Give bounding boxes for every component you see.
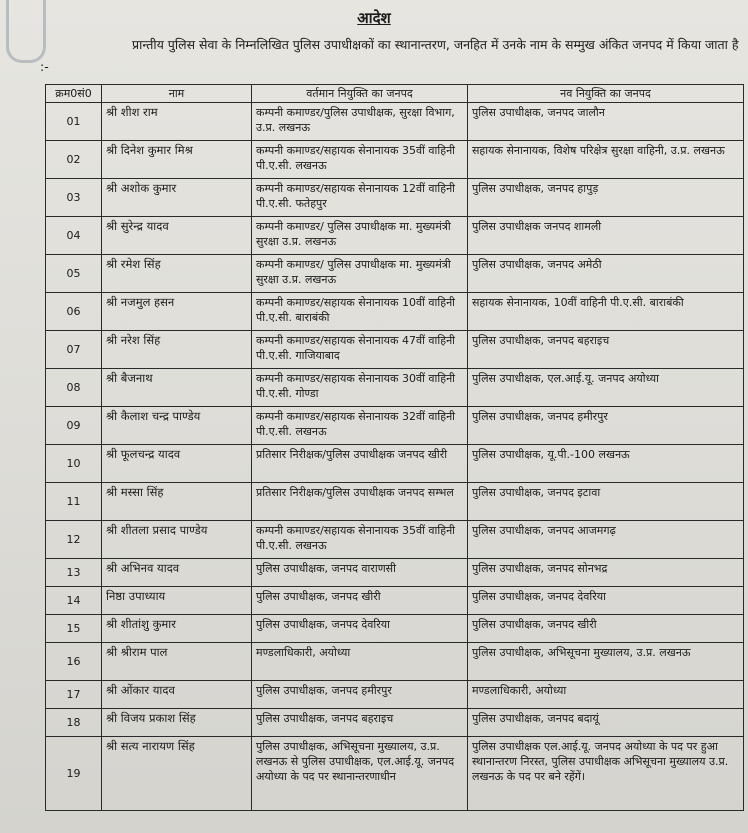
- cell-name: श्री सुरेन्द्र यादव: [102, 217, 252, 255]
- table-header-row: [46, 85, 744, 103]
- table-row: [46, 445, 744, 483]
- cell-new-posting: पुलिस उपाधीक्षक, अभिसूचना मुख्यालय, उ.प्र. लखनऊ: [468, 643, 744, 681]
- cell-name: श्री मस्सा सिंह: [102, 483, 252, 521]
- cell-new-posting: पुलिस उपाधीक्षक, एल.आई.यू. जनपद अयोध्या: [468, 369, 744, 407]
- cell-sno: 13: [46, 559, 102, 587]
- cell-name: श्री कैलाश चन्द्र पाण्डेय: [102, 407, 252, 445]
- cell-sno: 17: [46, 681, 102, 709]
- table-row: [46, 643, 744, 681]
- transfer-table: [45, 84, 744, 811]
- cell-name: श्री विजय प्रकाश सिंह: [102, 709, 252, 737]
- cell-sno: 11: [46, 483, 102, 521]
- table-row: [46, 103, 744, 141]
- cell-current-posting: कम्पनी कमाण्डर/सहायक सेनानायक 47वीं वाहिनी पी.ए.सी. गाजियाबाद: [252, 331, 468, 369]
- table-row: [46, 331, 744, 369]
- table-row: [46, 483, 744, 521]
- cell-new-posting: पुलिस उपाधीक्षक, जनपद बदायूं: [468, 709, 744, 737]
- table-row: [46, 407, 744, 445]
- cell-sno: 18: [46, 709, 102, 737]
- cell-current-posting: कम्पनी कमाण्डर/ पुलिस उपाधीक्षक मा. मुख्यमंत्री सुरक्षा उ.प्र. लखनऊ: [252, 255, 468, 293]
- cell-sno: 01: [46, 103, 102, 141]
- table-row: [46, 681, 744, 709]
- table-row: [46, 179, 744, 217]
- cell-new-posting: पुलिस उपाधीक्षक, जनपद जालौन: [468, 103, 744, 141]
- cell-new-posting: पुलिस उपाधीक्षक, जनपद देवरिया: [468, 587, 744, 615]
- cell-current-posting: प्रतिसार निरीक्षक/पुलिस उपाधीक्षक जनपद सम्भल: [252, 483, 468, 521]
- cell-new-posting: पुलिस उपाधीक्षक, जनपद सोनभद्र: [468, 559, 744, 587]
- column-header-current-posting: वर्तमान नियुक्ति का जनपद: [252, 85, 468, 103]
- cell-current-posting: कम्पनी कमाण्डर/सहायक सेनानायक 35वीं वाहिनी पी.ए.सी. लखनऊ: [252, 141, 468, 179]
- table-row: [46, 587, 744, 615]
- cell-new-posting: पुलिस उपाधीक्षक जनपद शामली: [468, 217, 744, 255]
- cell-sno: 03: [46, 179, 102, 217]
- column-header-sno: क्रम0सं0: [46, 85, 102, 103]
- table-row: [46, 293, 744, 331]
- cell-current-posting: पुलिस उपाधीक्षक, जनपद खीरी: [252, 587, 468, 615]
- cell-current-posting: पुलिस उपाधीक्षक, जनपद बहराइच: [252, 709, 468, 737]
- column-header-new-posting: नव नियुक्ति का जनपद: [468, 85, 744, 103]
- cell-current-posting: कम्पनी कमाण्डर/ पुलिस उपाधीक्षक मा. मुख्यमंत्री सुरक्षा उ.प्र. लखनऊ: [252, 217, 468, 255]
- cell-sno: 04: [46, 217, 102, 255]
- cell-name: श्री शीश राम: [102, 103, 252, 141]
- table-row: [46, 521, 744, 559]
- cell-sno: 12: [46, 521, 102, 559]
- cell-name: श्री अशोक कुमार: [102, 179, 252, 217]
- cell-current-posting: पुलिस उपाधीक्षक, अभिसूचना मुख्यालय, उ.प्र. लखनऊ से पुलिस उपाधीक्षक, एल.आई.यू. जनपद अयोध्या के पद पर स्थानान्तरणाधीन: [252, 737, 468, 811]
- cell-new-posting: सहायक सेनानायक, विशेष परिक्षेत्र सुरक्षा वाहिनी, उ.प्र. लखनऊ: [468, 141, 744, 179]
- table-row: [46, 141, 744, 179]
- cell-current-posting: पुलिस उपाधीक्षक, जनपद देवरिया: [252, 615, 468, 643]
- cell-current-posting: कम्पनी कमाण्डर/सहायक सेनानायक 12वीं वाहिनी पी.ए.सी. फतेहपुर: [252, 179, 468, 217]
- cell-name: श्री दिनेश कुमार मिश्र: [102, 141, 252, 179]
- cell-sno: 05: [46, 255, 102, 293]
- cell-sno: 19: [46, 737, 102, 811]
- cell-name: श्री बैजनाथ: [102, 369, 252, 407]
- cell-current-posting: कम्पनी कमाण्डर/पुलिस उपाधीक्षक, सुरक्षा विभाग, उ.प्र. लखनऊ: [252, 103, 468, 141]
- cell-name: श्री ओंकार यादव: [102, 681, 252, 709]
- cell-current-posting: कम्पनी कमाण्डर/सहायक सेनानायक 35वीं वाहिनी पी.ए.सी. लखनऊ: [252, 521, 468, 559]
- cell-name: निष्ठा उपाध्याय: [102, 587, 252, 615]
- table-row: [46, 217, 744, 255]
- cell-new-posting: पुलिस उपाधीक्षक, यू.पी.-100 लखनऊ: [468, 445, 744, 483]
- intro-paragraph: प्रान्तीय पुलिस सेवा के निम्नलिखित पुलिस उपाधीक्षकों का स्थानान्तरण, जनहित में उनके नाम के सम्मुख अंकित जनपद में किया जाता है :-: [40, 37, 739, 74]
- cell-sno: 06: [46, 293, 102, 331]
- cell-sno: 09: [46, 407, 102, 445]
- table-row: [46, 737, 744, 811]
- table-row: [46, 255, 744, 293]
- cell-new-posting: मण्डलाधिकारी, अयोध्या: [468, 681, 744, 709]
- cell-new-posting: पुलिस उपाधीक्षक, जनपद आजमगढ़: [468, 521, 744, 559]
- cell-sno: 08: [46, 369, 102, 407]
- cell-sno: 07: [46, 331, 102, 369]
- cell-current-posting: पुलिस उपाधीक्षक, जनपद वाराणसी: [252, 559, 468, 587]
- column-header-name: नाम: [102, 85, 252, 103]
- cell-new-posting: पुलिस उपाधीक्षक, जनपद खीरी: [468, 615, 744, 643]
- table-row: [46, 709, 744, 737]
- cell-new-posting: सहायक सेनानायक, 10वीं वाहिनी पी.ए.सी. बाराबंकी: [468, 293, 744, 331]
- cell-name: श्री श्रीराम पाल: [102, 643, 252, 681]
- table-row: [46, 615, 744, 643]
- page-title: आदेश: [357, 9, 391, 27]
- cell-current-posting: कम्पनी कमाण्डर/सहायक सेनानायक 10वीं वाहिनी पी.ए.सी. बाराबंकी: [252, 293, 468, 331]
- cell-name: श्री शीतांशु कुमार: [102, 615, 252, 643]
- cell-current-posting: कम्पनी कमाण्डर/सहायक सेनानायक 30वीं वाहिनी पी.ए.सी. गोण्डा: [252, 369, 468, 407]
- cell-sno: 15: [46, 615, 102, 643]
- cell-name: श्री नजमुल हसन: [102, 293, 252, 331]
- cell-current-posting: पुलिस उपाधीक्षक, जनपद हमीरपुर: [252, 681, 468, 709]
- cell-sno: 02: [46, 141, 102, 179]
- cell-new-posting: पुलिस उपाधीक्षक, जनपद हमीरपुर: [468, 407, 744, 445]
- table-row: [46, 559, 744, 587]
- cell-new-posting: पुलिस उपाधीक्षक, जनपद अमेठी: [468, 255, 744, 293]
- cell-name: श्री रमेश सिंह: [102, 255, 252, 293]
- table-row: [46, 369, 744, 407]
- cell-name: श्री नरेश सिंह: [102, 331, 252, 369]
- cell-new-posting: पुलिस उपाधीक्षक, जनपद बहराइच: [468, 331, 744, 369]
- cell-name: श्री अभिनव यादव: [102, 559, 252, 587]
- cell-name: श्री शीतला प्रसाद पाण्डेय: [102, 521, 252, 559]
- cell-current-posting: प्रतिसार निरीक्षक/पुलिस उपाधीक्षक जनपद खीरी: [252, 445, 468, 483]
- cell-sno: 10: [46, 445, 102, 483]
- cell-name: श्री फूलचन्द्र यादव: [102, 445, 252, 483]
- cell-current-posting: कम्पनी कमाण्डर/सहायक सेनानायक 32वीं वाहिनी पी.ए.सी. लखनऊ: [252, 407, 468, 445]
- cell-new-posting: पुलिस उपाधीक्षक एल.आई.यू. जनपद अयोध्या के पद पर हुआ स्थानान्तरण निरस्त, पुलिस उपाधीक्षक अभिसूचना मुख्यालय उ.प्र. लखनऊ के पद पर बने रहेंगें।: [468, 737, 744, 811]
- cell-name: श्री सत्य नारायण सिंह: [102, 737, 252, 811]
- cell-sno: 14: [46, 587, 102, 615]
- cell-sno: 16: [46, 643, 102, 681]
- cell-new-posting: पुलिस उपाधीक्षक, जनपद हापुड़: [468, 179, 744, 217]
- cell-new-posting: पुलिस उपाधीक्षक, जनपद इटावा: [468, 483, 744, 521]
- cell-current-posting: मण्डलाधिकारी, अयोध्या: [252, 643, 468, 681]
